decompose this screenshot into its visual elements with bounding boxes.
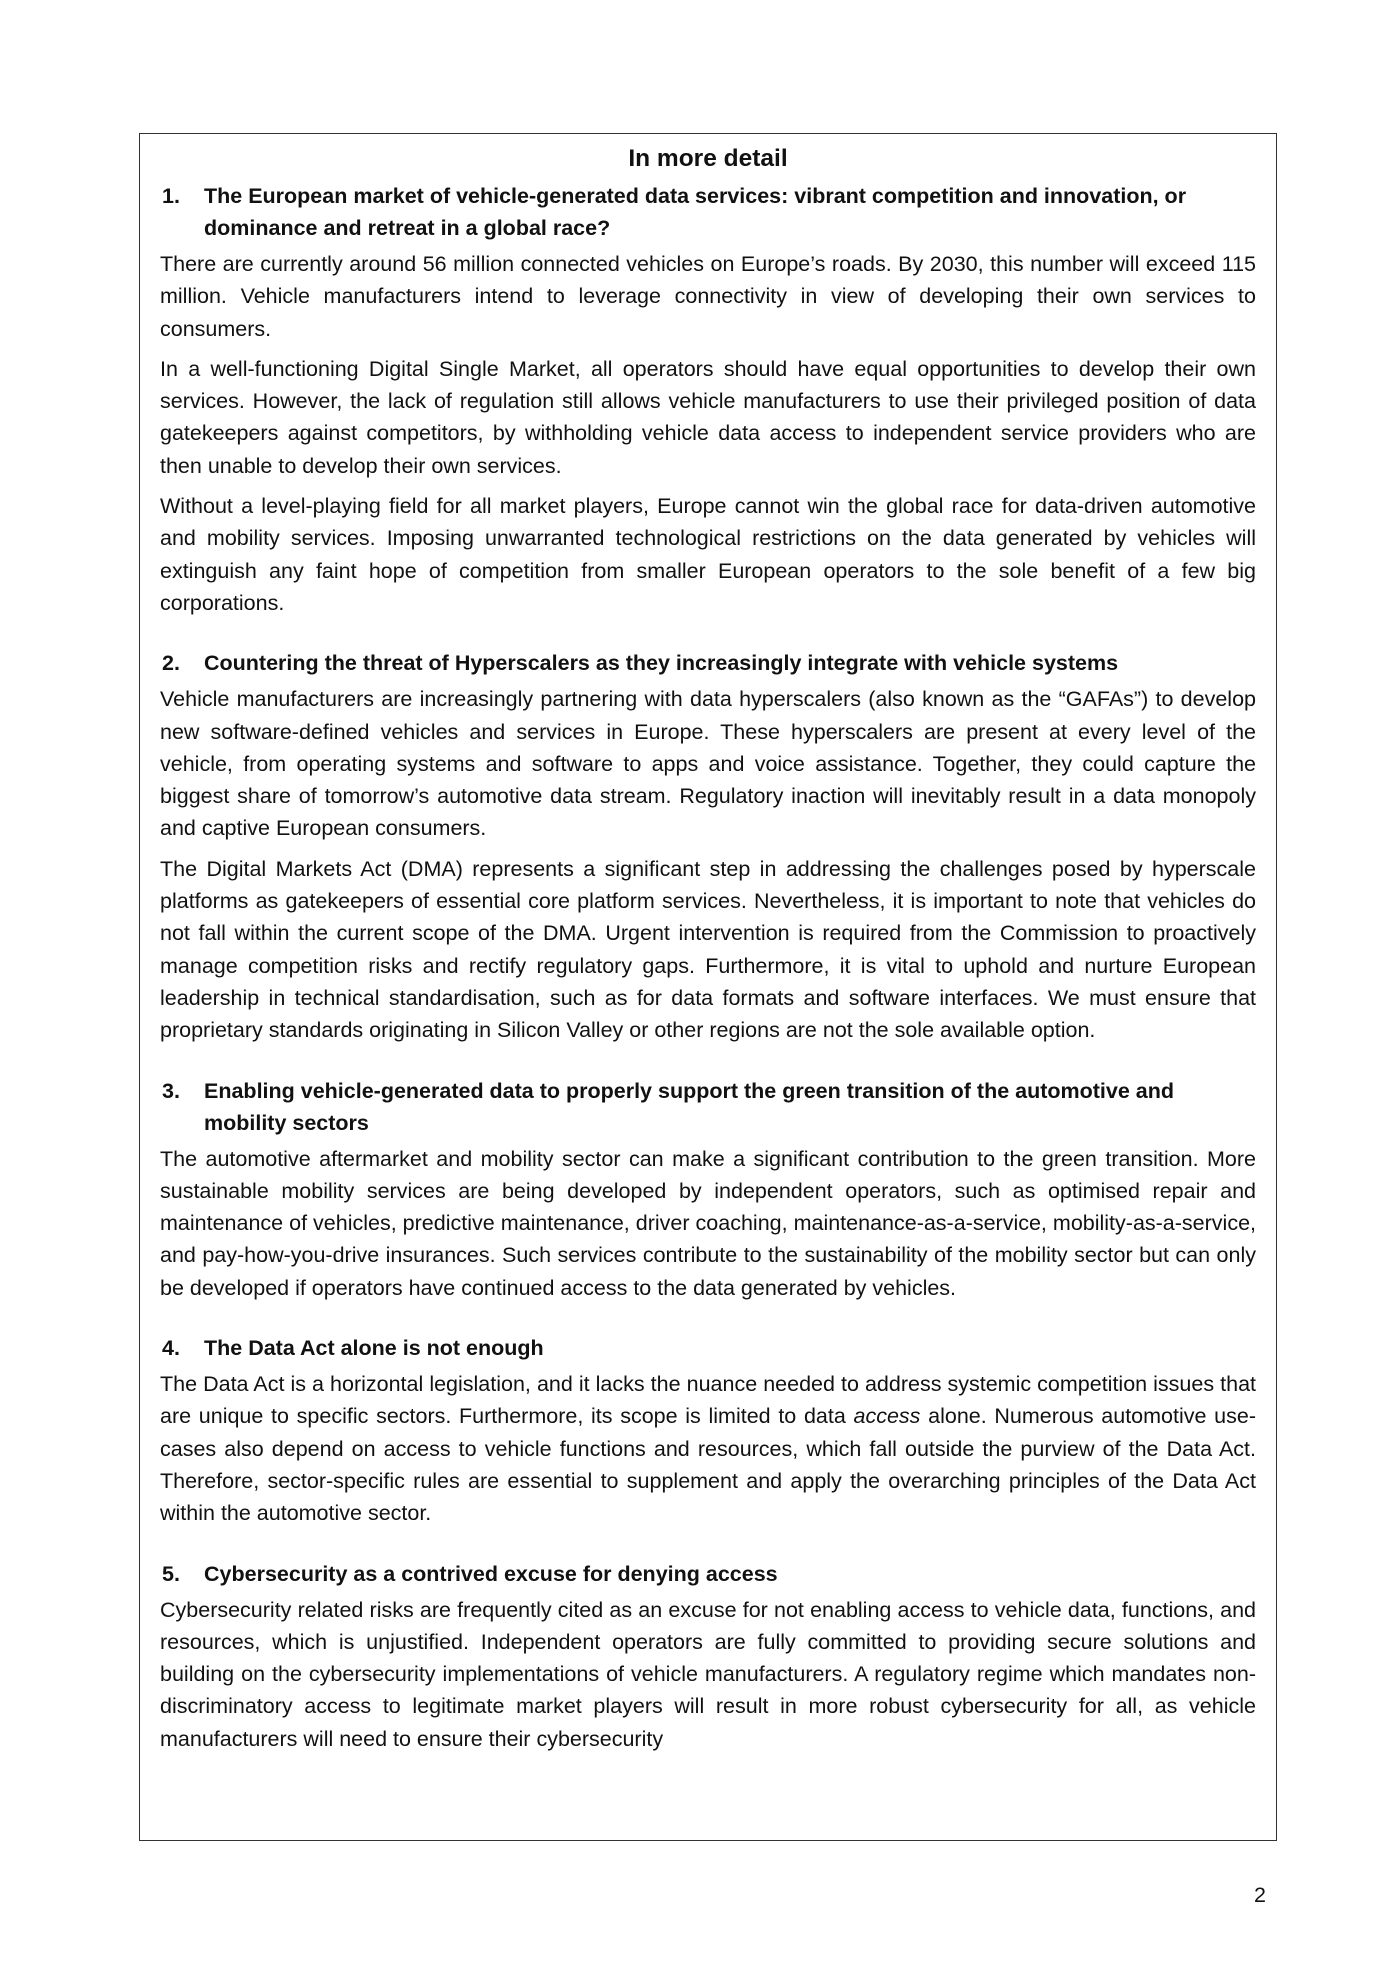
section-spacer bbox=[160, 1312, 1256, 1332]
paragraph: Vehicle manufacturers are increasingly partnering with data hyperscalers (also known as the “GAFAs”) to develop new software-defined vehicles and services in Europe. These hyperscalers are present at every level of the vehicle, from operating systems and software to apps and voice assistance. Together, they could capture the biggest share of tomorrow’s automotive data stream. Regulatory inaction will inevitably result in a data monopoly and captive European consumers. bbox=[160, 687, 1256, 841]
section-title: The Data Act alone is not enough bbox=[204, 1336, 544, 1361]
section-number: 3. bbox=[162, 1078, 180, 1103]
section-5-heading bbox=[160, 1558, 1256, 1590]
paragraph: The Digital Markets Act (DMA) represents a significant step in addressing the challenges posed by hyperscale platforms as gatekeepers of essential core platform services. Nevertheless, it is important to note that vehicles do not fall within the current scope of the DMA. Urgent intervention is required from the Commission to proactively manage competition risks and rectify regulatory gaps. Furthermore, it is vital to uphold and nurture European leadership in technical standardisation, such as for data formats and software interfaces. We must ensure that proprietary standards originating in Silicon Valley or other regions are not the sole available option. bbox=[160, 856, 1256, 1043]
paragraph: Without a level-playing field for all market players, Europe cannot win the global race for data-driven automotive and mobility services. Imposing unwarranted technological restrictions on the data generated by vehicles will extinguish any faint hope of competition from smaller European operators to the sole benefit of a few big corporations. bbox=[160, 494, 1256, 615]
paragraph: There are currently around 56 million connected vehicles on Europe’s roads. By 2030, this number will exceed 115 million. Vehicle manufacturers intend to leverage connectivity in view of developing their own services to consumers. bbox=[160, 252, 1256, 341]
section-spacer bbox=[160, 1055, 1256, 1075]
paragraph: Cybersecurity related risks are frequently cited as an excuse for not enabling access to vehicle data, functions, and resources, which is unjustified. Independent operators are fully committed to providing secure solutions and building on the cybersecurity implementations of vehicle manufacturers. A regulatory regime which mandates non-discriminatory access to legitimate market players will result in more robust cybersecurity for all, as vehicle manufacturers will need to ensure their cybersecurity bbox=[160, 1597, 1256, 1751]
section-number: 1. bbox=[162, 184, 180, 208]
section-number: 2. bbox=[162, 651, 180, 676]
paragraph-text: The Data Act is a horizontal legislation, and it lacks the nuance needed to address systemic competition issues that are unique to specific sectors. Furthermore, its scope is limited to data bbox=[160, 1372, 1256, 1429]
section-4-heading bbox=[160, 1332, 1256, 1364]
section-title: The European market of vehicle-generated data services: vibrant competition and innovation, or dominance and retreat in a global race? bbox=[204, 184, 1187, 240]
box-title: In more detail bbox=[628, 145, 788, 172]
paragraph: In a well-functioning Digital Single Market, all operators should have equal opportunities to develop their own services. However, the lack of regulation still allows vehicle manufacturers to use their privileged position of data gatekeepers against competitors, by withholding vehicle data access to independent service providers who are then unable to develop their own services. bbox=[160, 356, 1256, 478]
page-number: 2 bbox=[1254, 1883, 1266, 1907]
section-2-heading bbox=[160, 647, 1256, 679]
emphasis-text: access bbox=[853, 1404, 921, 1429]
section-number: 5. bbox=[162, 1561, 180, 1586]
detail-box bbox=[139, 133, 1277, 1841]
section-title: Countering the threat of Hyperscalers as they increasingly integrate with vehicle systems bbox=[204, 651, 1119, 676]
paragraph-text: alone. Numerous automotive use-cases also depend on access to vehicle functions and resources, which fall outside the purview of the Data Act. Therefore, sector-specific rules are essential to supplement and apply the overarching principles of the Data Act within the automotive sector. bbox=[160, 1404, 1256, 1526]
section-title: Cybersecurity as a contrived excuse for denying access bbox=[204, 1561, 778, 1586]
section-1-heading bbox=[160, 180, 1256, 244]
section-number: 4. bbox=[162, 1336, 180, 1361]
section-spacer bbox=[160, 1538, 1256, 1558]
paragraph bbox=[160, 1368, 1256, 1529]
section-title: Enabling vehicle-generated data to properly support the green transition of the automotive and mobility sectors bbox=[204, 1078, 1175, 1135]
section-spacer bbox=[160, 627, 1256, 647]
section-3-heading bbox=[160, 1075, 1256, 1139]
paragraph: The automotive aftermarket and mobility sector can make a significant contribution to the green transition. More sustainable mobility services are being developed by independent operators, such as optimised repair and maintenance of vehicles, predictive maintenance, driver coaching, maintenance-as-a-service, mobility-as-a-service, and pay-how-you-drive insurances. Such services contribute to the sustainability of the mobility sector but can only be developed if operators have continued access to the data generated by vehicles. bbox=[160, 1146, 1256, 1300]
